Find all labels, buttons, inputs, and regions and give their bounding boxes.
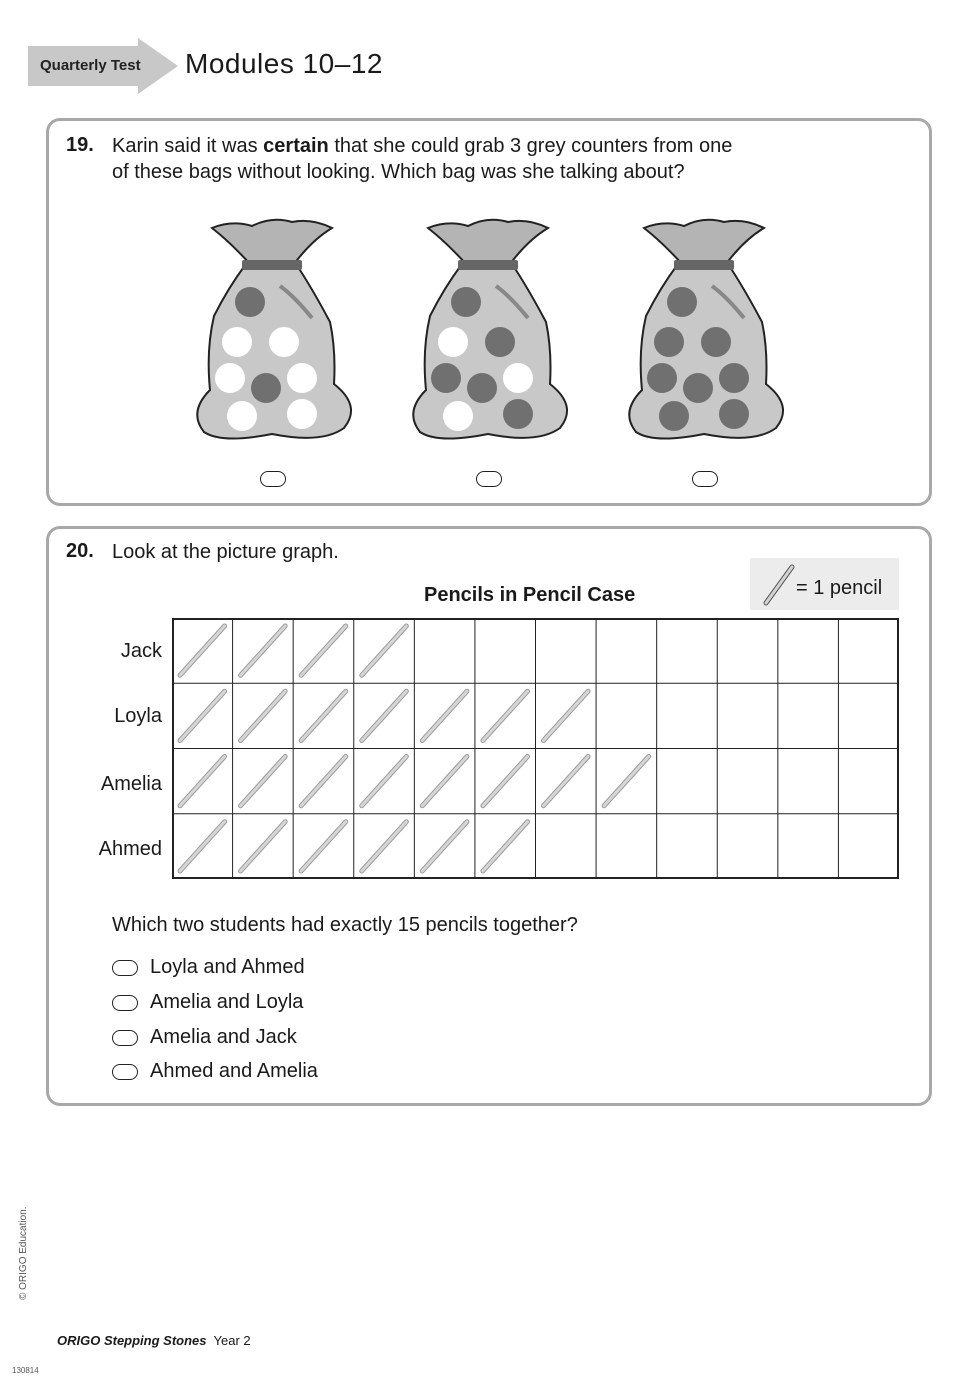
pencil-key-icon (760, 561, 800, 609)
option-2-label: Amelia and Loyla (150, 991, 304, 1013)
grey-counter (701, 327, 731, 357)
grey-counter (431, 363, 461, 393)
bag-tie (674, 260, 734, 270)
q19-text-post: that she could grab 3 grey counters from one (328, 135, 733, 157)
white-counter (227, 401, 257, 431)
pencil-loyla-2 (241, 691, 286, 740)
white-counter (503, 363, 533, 393)
option-4-label: Ahmed and Amelia (150, 1060, 318, 1082)
option-3-bubble[interactable] (112, 1030, 138, 1046)
pencil-amelia-1 (180, 757, 225, 806)
option-4[interactable] (112, 1060, 318, 1083)
picture-graph-grid (172, 618, 899, 879)
grey-counter (451, 287, 481, 317)
option-2-bubble[interactable] (112, 995, 138, 1011)
footer-brand-name: ORIGO Stepping Stones (57, 1333, 207, 1348)
grey-counter (719, 363, 749, 393)
pencil-jack-1 (180, 626, 225, 675)
white-counter (438, 327, 468, 357)
grey-counter (251, 373, 281, 403)
grey-counter (719, 399, 749, 429)
graph-title: Pencils in Pencil Case (424, 584, 636, 606)
row-label-loyla: Loyla (114, 705, 162, 727)
question-20-number: 20. (66, 540, 94, 562)
option-1-bubble[interactable] (112, 960, 138, 976)
graph-key (750, 558, 899, 610)
q19-text-bold: certain (263, 135, 329, 157)
q19-text-pre: Karin said it was (112, 135, 264, 157)
pencil-amelia-6 (483, 757, 528, 806)
bag-2-answer-bubble[interactable] (476, 471, 502, 487)
pencil-jack-4 (362, 626, 407, 675)
footer-year: Year 2 (213, 1333, 251, 1348)
bag-1 (197, 220, 351, 439)
grey-counter (485, 327, 515, 357)
pencil-ahmed-2 (241, 822, 286, 871)
grey-counter (235, 287, 265, 317)
bag-3-answer-bubble[interactable] (692, 471, 718, 487)
white-counter (287, 363, 317, 393)
pencil-amelia-7 (544, 757, 589, 806)
option-4-bubble[interactable] (112, 1064, 138, 1080)
pencil-loyla-5 (422, 691, 467, 740)
bag-3 (629, 220, 783, 439)
white-counter (215, 363, 245, 393)
grey-counter (659, 401, 689, 431)
white-counter (287, 399, 317, 429)
pencil-jack-2 (241, 626, 286, 675)
pencil-amelia-5 (422, 757, 467, 806)
bag-neck (428, 220, 548, 264)
grey-counter (503, 399, 533, 429)
pencil-loyla-7 (544, 691, 589, 740)
white-counter (222, 327, 252, 357)
option-3[interactable] (112, 1026, 297, 1049)
row-label-ahmed: Ahmed (98, 838, 162, 860)
option-1[interactable] (112, 956, 305, 979)
pencil-ahmed-1 (180, 822, 225, 871)
pencil-loyla-1 (180, 691, 225, 740)
pencil-ahmed-6 (483, 822, 528, 871)
row-label-jack: Jack (120, 640, 162, 662)
row-label-amelia: Amelia (100, 773, 162, 795)
pencil-amelia-2 (241, 757, 286, 806)
pencil-jack-3 (301, 626, 346, 675)
grey-counter (654, 327, 684, 357)
option-1-label: Loyla and Ahmed (150, 956, 305, 978)
quarterly-test-banner (28, 38, 178, 94)
question-20-prompt: Which two students had exactly 15 pencils together? (112, 914, 578, 936)
bag-tie (242, 260, 302, 270)
pencil-loyla-6 (483, 691, 528, 740)
white-counter (269, 327, 299, 357)
footer-brand (57, 1333, 251, 1348)
white-counter (443, 401, 473, 431)
bag-tie (458, 260, 518, 270)
pencil-amelia-3 (301, 757, 346, 806)
grey-counter (467, 373, 497, 403)
pencil-loyla-4 (362, 691, 407, 740)
pencil-ahmed-3 (301, 822, 346, 871)
question-19-number: 19. (66, 134, 94, 156)
grey-counter (683, 373, 713, 403)
option-3-label: Amelia and Jack (150, 1026, 297, 1048)
grey-counter (667, 287, 697, 317)
pencil-ahmed-5 (422, 822, 467, 871)
pencil-amelia-8 (604, 757, 649, 806)
bag-2 (413, 220, 567, 439)
option-2[interactable] (112, 991, 303, 1014)
question-20-intro: Look at the picture graph. (112, 541, 339, 563)
pencil-ahmed-4 (362, 822, 407, 871)
page-title: Modules 10–12 (185, 48, 383, 79)
bag-neck (644, 220, 764, 264)
bag-1-answer-bubble[interactable] (260, 471, 286, 487)
pencil-amelia-4 (362, 757, 407, 806)
bags-illustration (0, 200, 978, 460)
pencil-loyla-3 (301, 691, 346, 740)
grey-counter (647, 363, 677, 393)
banner-label: Quarterly Test (40, 57, 141, 74)
q19-text-line2: of these bags without looking. Which bag was she talking about? (112, 161, 685, 183)
bag-neck (212, 220, 332, 264)
question-19-text (112, 133, 832, 185)
key-text: = 1 pencil (796, 577, 883, 599)
page-code: 130814 (12, 1366, 39, 1375)
copyright-text: © ORIGO Education. (18, 1206, 29, 1300)
